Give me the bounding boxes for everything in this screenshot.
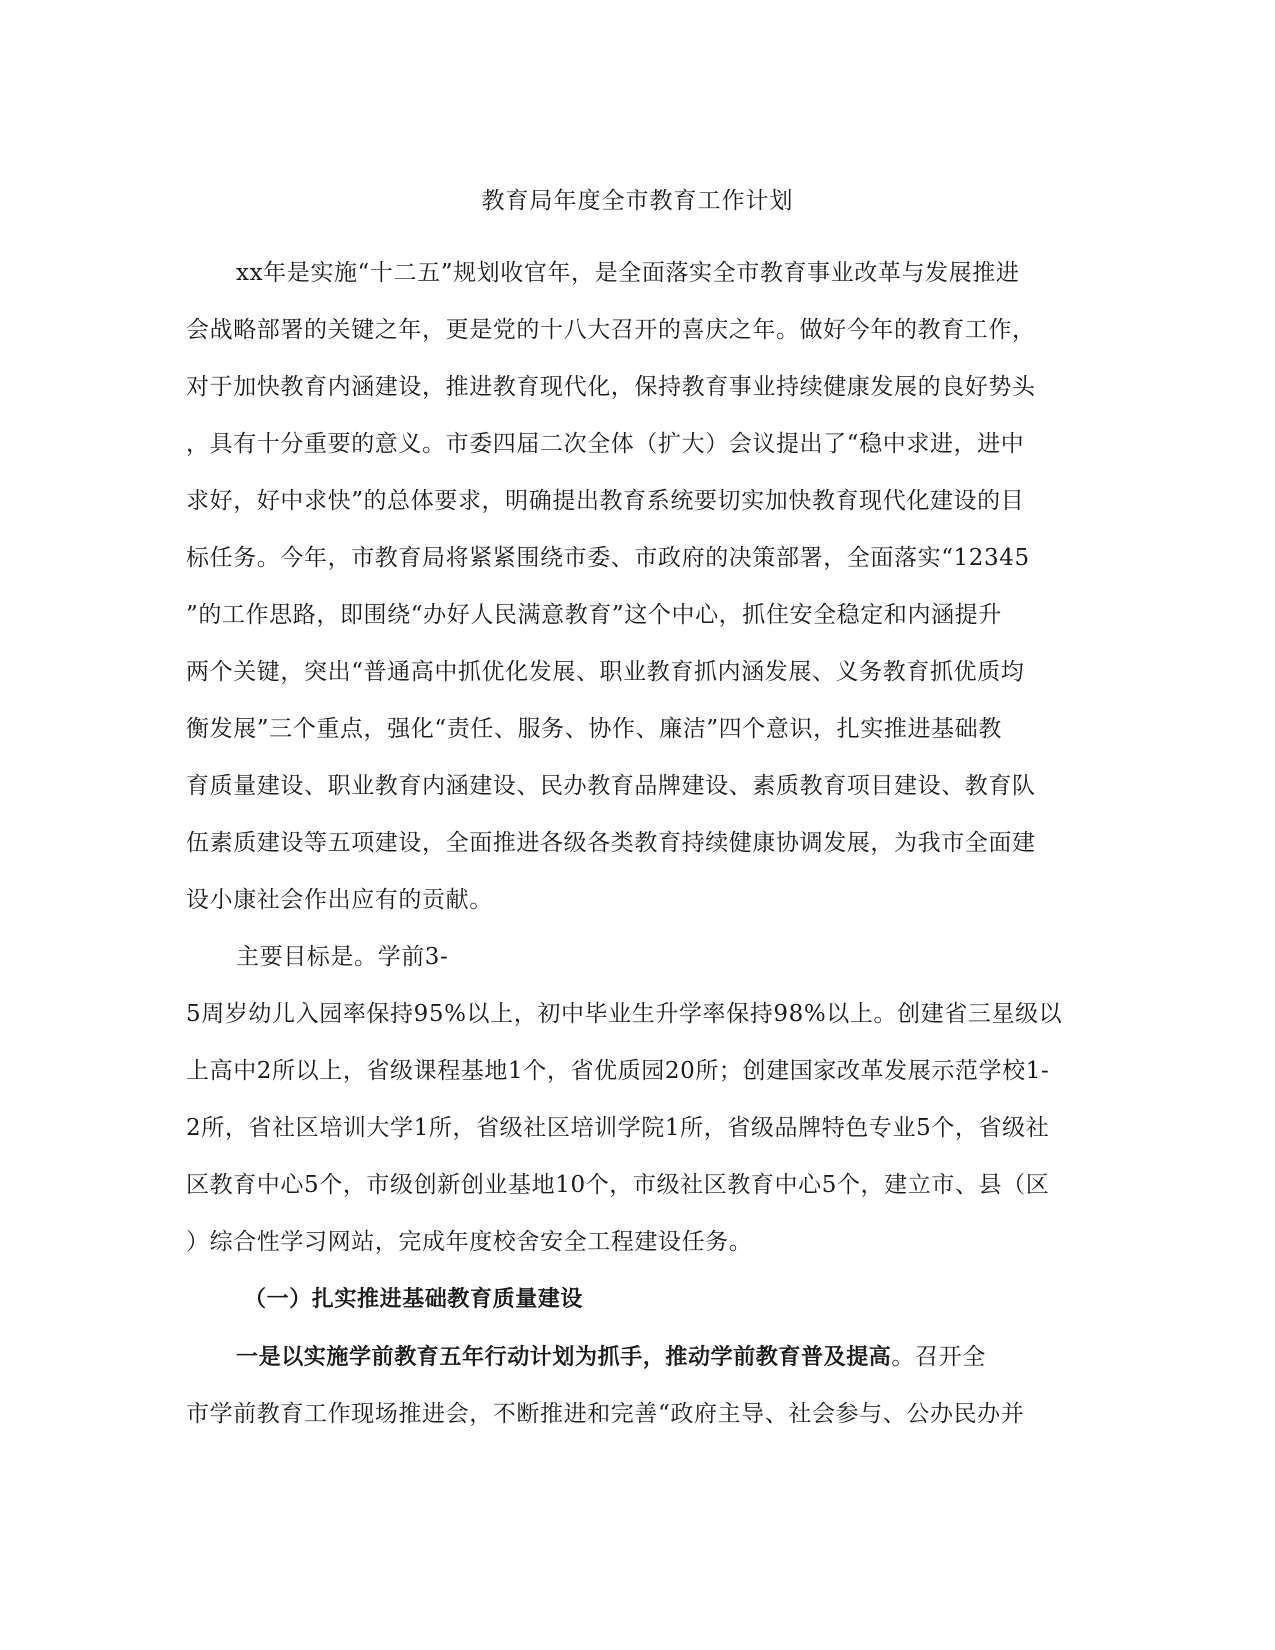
paragraph-line: ，具有十分重要的意义。市委四届二次全体（扩大）会议提出了“稳中求进，进中 [186,431,1025,457]
paragraph-line: 上高中2所以上，省级课程基地1个，省优质园20所；创建国家改革发展示范学校1- [186,1058,1050,1084]
paragraph-line: 伍素质建设等五项建设，全面推进各级各类教育持续健康协调发展，为我市全面建 [186,830,1036,856]
paragraph-line: ）综合性学习网站，完成年度校舍安全工程建设任务。 [186,1229,753,1255]
paragraph-line: 主要目标是。学前3- [236,944,449,970]
paragraph-line: 市学前教育工作现场推进会，不断推进和完善“政府主导、社会参与、公办民办并 [186,1401,1025,1427]
paragraph-line: 求好，好中求快”的总体要求，明确提出教育系统要切实加快教育现代化建设的目 [186,488,1025,514]
paragraph-line [236,1342,986,1373]
paragraph-line: 设小康社会作出应有的贡献。 [186,887,493,913]
paragraph-line: xx年是实施“十二五”规划收官年，是全面落实全市教育事业改革与发展推进 [236,260,1020,286]
paragraph-line: 5周岁幼儿入园率保持95%以上，初中毕业生升学率保持98%以上。创建省三星级以 [186,1001,1063,1027]
section-heading: （一）扎实推进基础教育质量建设 [244,1287,584,1312]
paragraph-text: 。召开全 [891,1344,986,1370]
paragraph-line: 对于加快教育内涵建设，推进教育现代化，保持教育事业持续健康发展的良好势头 [186,374,1036,400]
paragraph-line: 2所，省社区培训大学1所，省级社区培训学院1所，省级品牌特色专业5个，省级社 [186,1115,1050,1141]
paragraph-line: 区教育中心5个，市级创新创业基地10个，市级社区教育中心5个，建立市、县（区 [186,1172,1050,1198]
document-title: 教育局年度全市教育工作计划 [481,188,794,214]
paragraph-line: 标任务。今年，市教育局将紧紧围绕市委、市政府的决策部署，全面落实“12345 [186,545,1030,571]
paragraph-line: 育质量建设、职业教育内涵建设、民办教育品牌建设、素质教育项目建设、教育队 [186,773,1036,799]
paragraph-line: 两个关键，突出“普通高中抓优化发展、职业教育抓内涵发展、义务教育抓优质均 [186,659,1025,685]
bold-lead-text: 一是以实施学前教育五年行动计划为抓手，推动学前教育普及提高 [236,1345,892,1370]
paragraph-line: ”的工作思路，即围绕“办好人民满意教育”这个中心，抓住安全稳定和内涵提升 [186,602,1002,628]
paragraph-line: 会战略部署的关键之年，更是党的十八大召开的喜庆之年。做好今年的教育工作， [186,317,1036,343]
paragraph-line: 衡发展”三个重点，强化“责任、服务、协作、廉洁”四个意识，扎实推进基础教 [186,716,1002,742]
